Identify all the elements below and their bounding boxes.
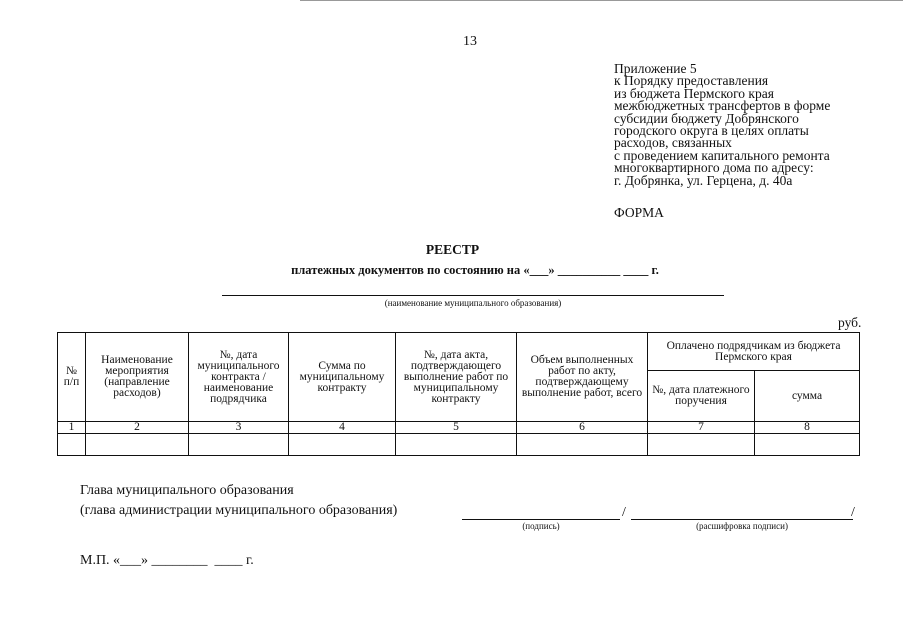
empty-cell[interactable] (58, 434, 86, 456)
appendix-line: многоквартирного дома по адресу: (614, 160, 814, 176)
appendix-line: расходов, связанных (614, 135, 732, 151)
appendix-line: с проведением капитального ремонта (614, 147, 830, 163)
empty-cell[interactable] (396, 434, 517, 456)
header-act: №, дата акта, подтверждающего выполнение работ по муниципальному контракту (396, 333, 517, 422)
appendix-line: субсидии бюджету Добрянского (614, 110, 799, 126)
appendix-line: г. Добрянка, ул. Герцена, д. 40а (614, 172, 793, 188)
signature-caption: (подпись) (522, 521, 560, 531)
document-title: РЕЕСТР (425, 242, 480, 257)
column-number-cell: 2 (86, 422, 189, 434)
header-number: № п/п (58, 333, 86, 422)
header-paid-group: Оплачено подрядчикам из бюджета Пермского края (648, 333, 860, 371)
appendix-block (614, 63, 904, 187)
municipality-caption: (наименование муниципального образования) (384, 298, 562, 308)
appendix-line: к Порядку предоставления (614, 73, 769, 89)
column-number-cell: 3 (189, 422, 289, 434)
registry-table (57, 332, 860, 456)
table-row (58, 434, 860, 456)
empty-cell[interactable] (189, 434, 289, 456)
page-number: 13 (463, 34, 477, 49)
form-label: ФОРМА (614, 205, 664, 220)
header-work-volume: Объем выполненных работ по акту, подтверждающему выполнение работ, всего (517, 333, 648, 422)
municipality-name-line (222, 295, 724, 296)
signature-line[interactable] (462, 519, 620, 520)
appendix-line: межбюджетных трансфертов в форме (614, 98, 831, 114)
signature-decode-line[interactable] (631, 519, 853, 520)
stamp-date-line: М.П. «___» ________ ____ г. (80, 553, 254, 568)
column-number-cell: 7 (648, 422, 755, 434)
currency-label: руб. (838, 315, 862, 330)
header-payment-order: №, дата платежного поручения (648, 371, 755, 422)
empty-cell[interactable] (289, 434, 396, 456)
head-title-line2: (глава администрации муниципального образования) (80, 503, 398, 518)
header-contract-sum: Сумма по муниципальному контракту (289, 333, 396, 422)
signature-end-slash: / (851, 505, 855, 520)
signature-separator: / (622, 505, 626, 520)
empty-cell[interactable] (755, 434, 860, 456)
header-event-name: Наименование мероприятия (направление расходов) (86, 333, 189, 422)
column-number-cell: 4 (289, 422, 396, 434)
column-number-cell: 8 (755, 422, 860, 434)
column-number-cell: 1 (58, 422, 86, 434)
empty-cell[interactable] (86, 434, 189, 456)
head-title-line1: Глава муниципального образования (80, 483, 294, 498)
appendix-line: городского округа в целях оплаты (614, 123, 809, 139)
empty-cell[interactable] (517, 434, 648, 456)
column-number-cell: 5 (396, 422, 517, 434)
empty-cell[interactable] (648, 434, 755, 456)
header-payment-sum: сумма (755, 371, 860, 422)
decode-caption: (расшифровка подписи) (696, 521, 788, 531)
header-contract: №, дата муниципального контракта / наименование подрядчика (189, 333, 289, 422)
document-subtitle: платежных документов по состоянию на «___» __________ ____ г. (291, 263, 659, 277)
appendix-line: из бюджета Пермского края (614, 85, 774, 101)
column-number-cell: 6 (517, 422, 648, 434)
appendix-line: Приложение 5 (614, 61, 697, 76)
top-border-line (300, 0, 903, 1)
